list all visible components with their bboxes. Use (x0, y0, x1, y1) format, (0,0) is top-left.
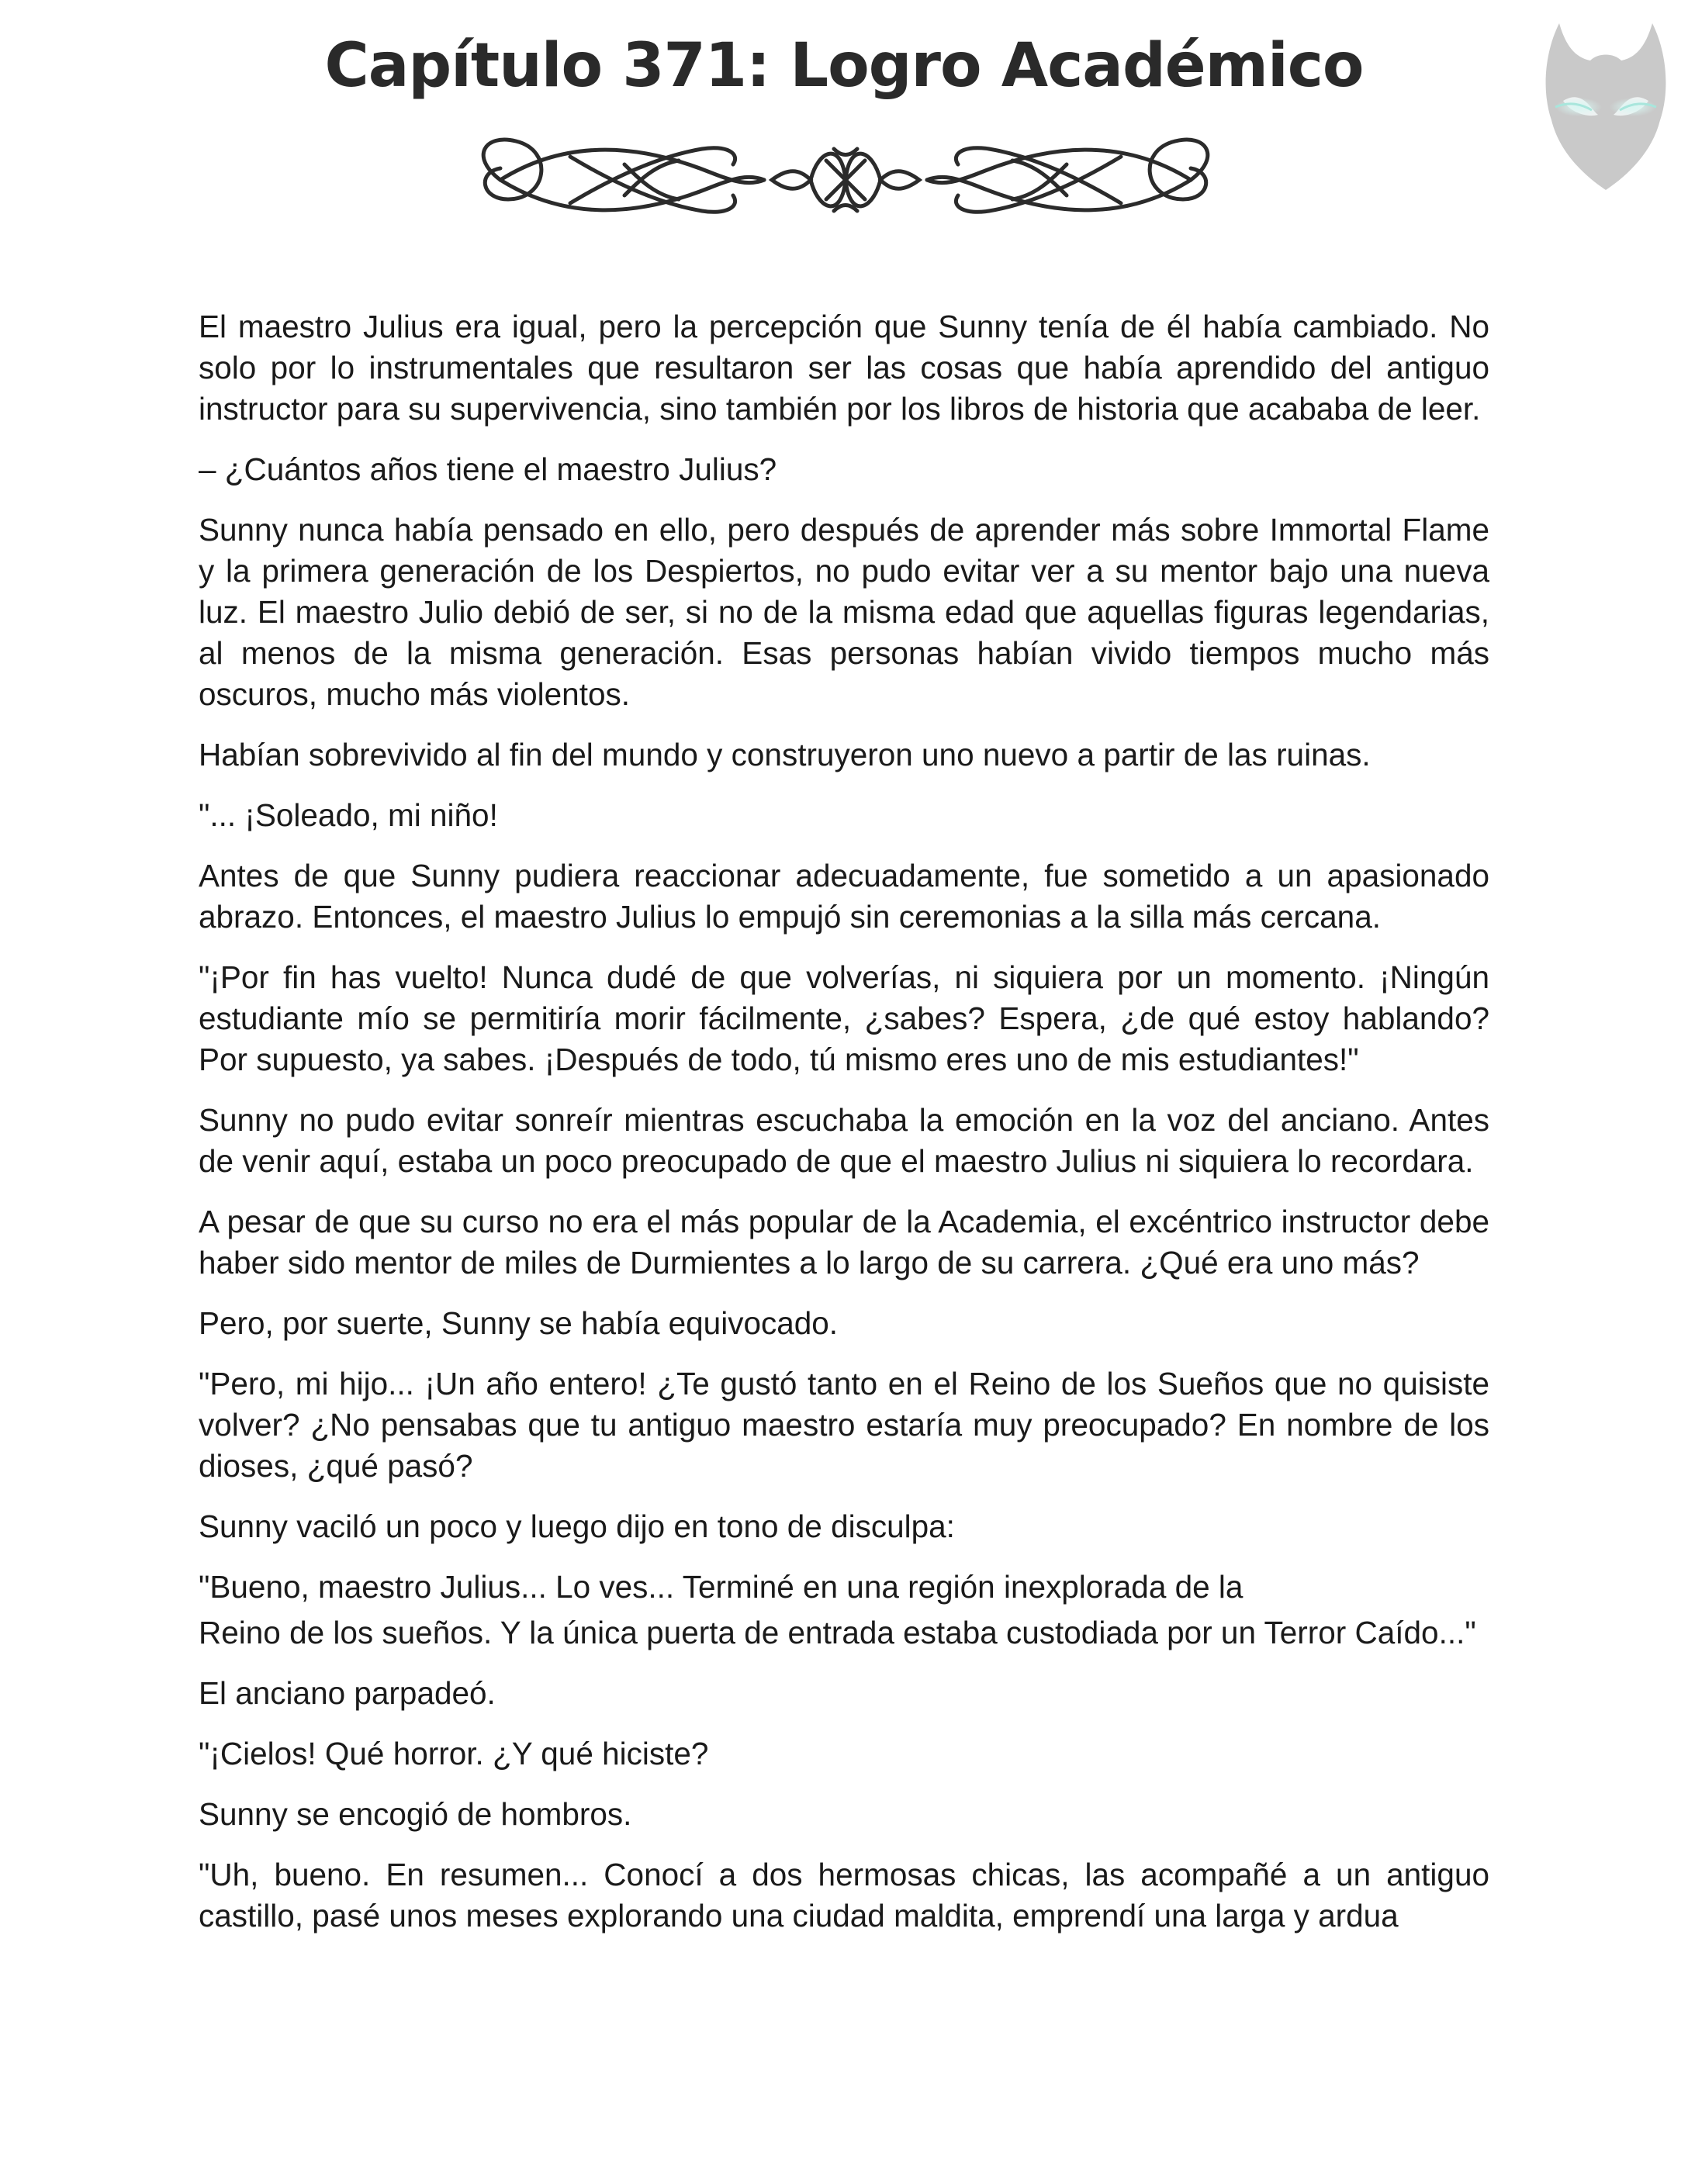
paragraph: Reino de los sueños. Y la única puerta de entrada estaba custodiada por un Terror Caído..." (199, 1615, 1476, 1650)
paragraph: Sunny no pudo evitar sonreír mientras escuchaba la emoción en la voz del anciano. Antes de venir aquí, estaba un poco preocupado de que el maestro Julius ni siquiera lo recordara. (199, 1102, 1489, 1179)
paragraph: "Pero, mi hijo... ¡Un año entero! ¿Te gustó tanto en el Reino de los Sueños que no quisiste volver? ¿No pensabas que tu antiguo maestro estaría muy preocupado? En nombre de los dioses, ¿qué pasó? (199, 1366, 1489, 1484)
paragraph: "Uh, bueno. En resumen... Conocí a dos hermosas chicas, las acompañé a un antiguo castillo, pasé unos meses explorando una ciudad maldita, emprendí una larga y ardua (199, 1857, 1489, 1933)
paragraph: – ¿Cuántos años tiene el maestro Julius? (199, 451, 777, 487)
paragraph: Sunny nunca había pensado en ello, pero después de aprender más sobre Immortal Flame y la primera generación de los Despiertos, no pudo evitar ver a su mentor bajo una nueva luz. El maestro Julio debió de ser, si no de la misma edad que aquellas figuras legendarias, al menos de la misma generación. Esas personas habían vivido tiempos mucho más oscuros, mucho más violentos. (199, 512, 1489, 712)
paragraph: "¡Cielos! Qué horror. ¿Y qué hiciste? (199, 1736, 709, 1771)
chapter-body (199, 306, 1489, 1956)
chapter-title: Capítulo 371: Logro Académico (324, 31, 1364, 101)
paragraph: El maestro Julius era igual, pero la percepción que Sunny tenía de él había cambiado. No solo por lo instrumentales que resultaron ser las cosas que había aprendido del antiguo instructor para su supervivencia, sino también por los libros de historia que acababa de leer. (199, 309, 1489, 427)
paragraph: A pesar de que su curso no era el más popular de la Academia, el excéntrico instructor debe haber sido mentor de miles de Durmientes a lo largo de su carrera. ¿Qué era uno más? (199, 1204, 1489, 1280)
paragraph: "Bueno, maestro Julius... Lo ves... Terminé en una región inexplorada de la (199, 1569, 1244, 1605)
paragraph: "... ¡Soleado, mi niño! (199, 797, 498, 833)
paragraph: El anciano parpadeó. (199, 1675, 496, 1711)
paragraph: "¡Por fin has vuelto! Nunca dudé de que volverías, ni siquiera por un momento. ¡Ningún estudiante mío se permitiría morir fácilmente, ¿sabes? Espera, ¿de qué estoy hablando? Por supuesto, ya sabes. ¡Después de todo, tú mismo eres uno de mis estudiantes!" (199, 959, 1489, 1077)
paragraph: Habían sobrevivido al fin del mundo y construyeron uno nuevo a partir de las ruinas. (199, 737, 1371, 772)
paragraph: Sunny vaciló un poco y luego dijo en tono de disculpa: (199, 1508, 955, 1544)
paragraph: Antes de que Sunny pudiera reaccionar adecuadamente, fue sometido a un apasionado abrazo. Entonces, el maestro Julius lo empujó sin ceremonias a la silla más cercana. (199, 858, 1489, 935)
paragraph: Pero, por suerte, Sunny se había equivocado. (199, 1305, 839, 1341)
demon-head-logo-icon (1536, 16, 1676, 194)
flourish-divider-icon (454, 126, 1237, 234)
paragraph: Sunny se encogió de hombros. (199, 1796, 632, 1832)
